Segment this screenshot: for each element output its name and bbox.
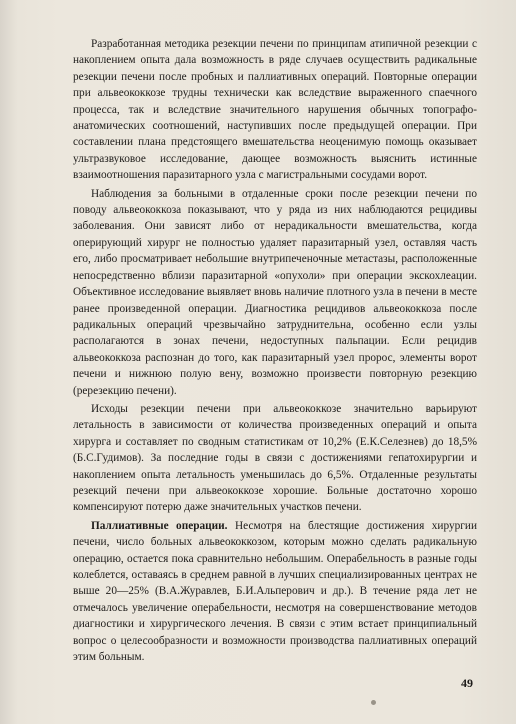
paragraph-4-text: Несмотря на блестящие достижения хирургии печени, число больных альвеококкозом, которым можно сделать радикальную операцию, остается пока сравнительно небольшим. Операбельность в разные годы колеблется, оставаясь в среднем равной в лучших специализированных центрах не выше 20—25% (В.А.Журавлев, Б.И.Альперович и др.). В течение ряда лет не отмечалось увеличение операбельности, несмотря на совершенствование методов диагностики и хирургического лечения. В связи с этим встает принципиальный вопрос о целесообразности и возможности производства паллиативных операций этим больным.	[73, 519, 477, 664]
paragraph-3	[73, 401, 477, 516]
paragraph-1	[73, 36, 477, 184]
paragraph-3-text: Исходы резекции печени при альвеококкозе значительно варьируют летальность в зависимости от количества произведенных операций и опыта хирурга и составляет по сводным статистикам от 10,2% (Е.К.Селезнев) до 18,5% (Б.С.Гудимов). За последние годы в связи с достижениями гепатохирургии и накоплением опыта летальность уменьшилась до 6,5%. Отдаленные результаты резекций печени при альвеококкозе хорошие. Больные достаточно хорошо компенсируют потерю даже значительных участков печени.	[73, 402, 477, 514]
paragraph-4	[73, 518, 477, 666]
body-text	[73, 36, 477, 667]
page-number: 49	[461, 676, 473, 690]
section-run-in-heading: Паллиативные операции.	[91, 519, 228, 532]
paragraph-2-text: Наблюдения за больными в отдаленные сроки после резекции печени по поводу альвеококкоза показывают, что у ряда из них наблюдаются рецидивы заболевания. Они зависят либо от нерадикальности вмешательства, когда оперирующий хирург не полностью удаляет паразитарный узел, оставляя часть его, либо просматривает небольшие внутрипеченочные метастазы, расположенные непосредственно вблизи паразитарной «опухоли» при операции экскохлеации. Объективное исследование выявляет вновь наличие плотного узла в печени в месте ранее произведенной операции. Диагностика рецидивов альвеококкоза после радикальных операций чрезвычайно затруднительна, особенно если узлы располагаются в зонах печени, недоступных пальпации. Если рецидив альвеококкоза распознан до того, как паразитарный узел пророс, элементы ворот печени и нижнюю полую вену, возможно произвести повторную резекцию (ререзекцию печени).	[73, 187, 477, 397]
scan-speck	[371, 700, 376, 705]
paragraph-2	[73, 186, 477, 399]
paragraph-1-text: Разработанная методика резекции печени по принципам атипичной резекции с накоплением опыта дала возможность в ряде случаев осуществить радикальные резекции печени после пробных и паллиативных операций. Повторные операции при альвеококкозе трудны технически как вследствие выраженного спаечного процесса, так и вследствие значительного нарушения обычных топографо-анатомических соотношений, наступивших после предыдущей операции. При составлении плана предстоящего вмешательства неоценимую помощь оказывает ультразвуковое исследование, дающее возможность выяснить истинные взаимоотношения паразитарного узла с магистральными сосудами ворот.	[73, 38, 477, 182]
